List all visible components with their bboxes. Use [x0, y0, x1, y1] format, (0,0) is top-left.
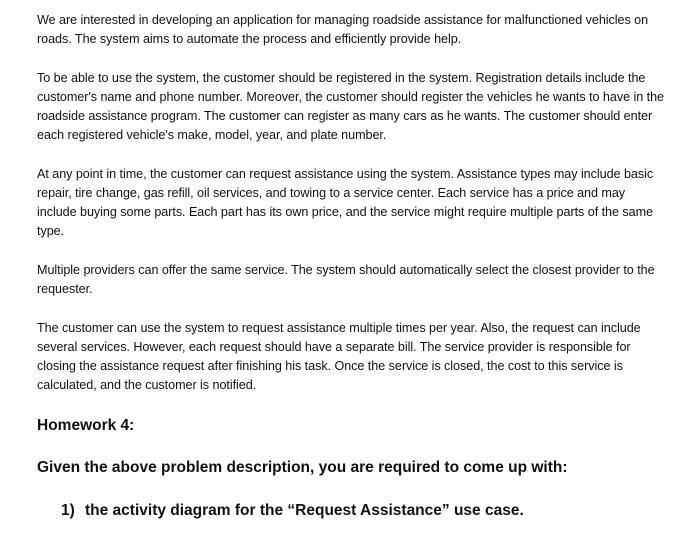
homework-task-item — [61, 501, 667, 521]
homework-instruction: Given the above problem description, you are required to come up with: — [37, 459, 568, 476]
document-page — [37, 11, 667, 521]
task-number: 1) — [61, 502, 75, 519]
assistance-types-paragraph: At any point in time, the customer can request assistance using the system. Assistance types may include basic repair, tire change, gas refill, oil services, and towing to a service center. Each service has a price and may include buying some parts. Each part has its own price, and the service might require multiple parts of the same type. — [37, 167, 654, 238]
task-text: the activity diagram for the “Request Assistance” use case. — [85, 502, 524, 519]
homework-title: Homework 4: — [37, 417, 135, 434]
billing-paragraph: The customer can use the system to request assistance multiple times per year. Also, the request can include several services. However, each request should have a separate bill. The service provider is responsible for closing the assistance request after finishing his task. Once the service is closed, the cost to this service is calculated, and the customer is notified. — [37, 321, 641, 392]
intro-paragraph: We are interested in developing an application for managing roadside assistance for malfunctioned vehicles on roads. The system aims to automate the process and efficiently provide help. — [37, 13, 649, 46]
registration-paragraph: To be able to use the system, the customer should be registered in the system. Registration details include the customer's name and phone number. Moreover, the customer should register the vehicles he wants to have in the roadside assistance program. The customer can register as many cars as he wants. The customer should enter each registered vehicle's make, model, year, and plate number. — [37, 71, 664, 142]
providers-paragraph: Multiple providers can offer the same service. The system should automatically select the closest provider to the requester. — [37, 263, 655, 296]
